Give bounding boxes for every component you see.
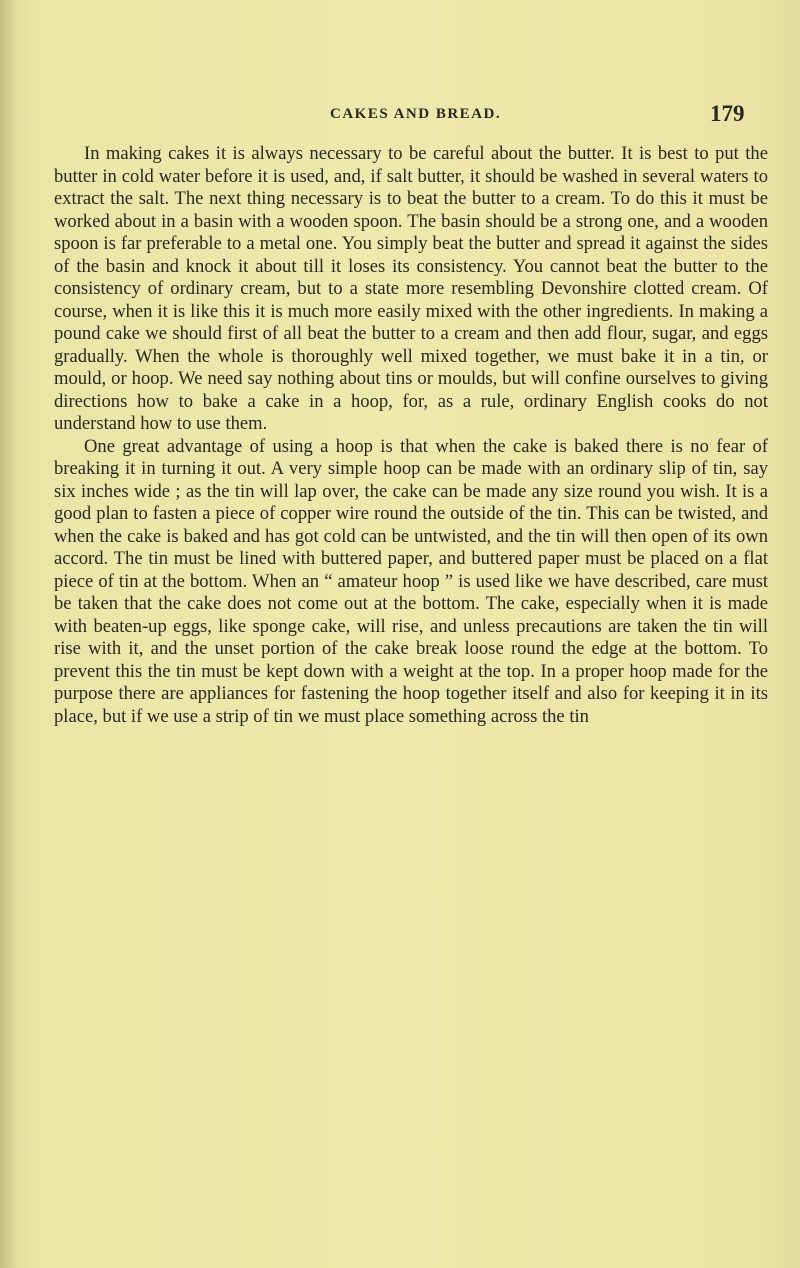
body-text (54, 143, 768, 728)
paragraph: In making cakes it is always necessary to be careful about the butter. It is best to put the butter in cold water before it is used, and, if salt butter, it should be washed in several waters to extract the salt. The next thing necessary is to beat the butter to a cream. To do this it must be worked about in a basin with a wooden spoon. The basin should be a strong one, and a wooden spoon is far preferable to a metal one. You simply beat the butter and spread it against the sides of the basin and knock it about till it loses its consistency. You cannot beat the butter to the consistency of ordinary cream, but to a state more resembling Devonshire clotted cream. Of course, when it is like this it is much more easily mixed with the other ingredients. In making a pound cake we should first of all beat the butter to a cream and then add flour, sugar, and eggs gradually. When the whole is thoroughly well mixed together, we must bake it in a tin, or mould, or hoop. We need say nothing about tins or moulds, but will confine ourselves to giving directions how to bake a cake in a hoop, for, as a rule, ordinary English cooks do not understand how to use them. (54, 143, 768, 434)
page-number: 179 (710, 101, 745, 126)
paragraph: One great advantage of using a hoop is that when the cake is baked there is no fear of breaking it in turning it out. A very simple hoop can be made with an ordinary slip of tin, say six inches wide ; as the tin will lap over, the cake can be made any size round you wish. It is a good plan to fasten a piece of copper wire round the outside of the tin. This can be twisted, and when the cake is baked and has got cold can be untwisted, and the tin will then open of its own accord. The tin must be lined with buttered paper, and buttered paper must be placed on a flat piece of tin at the bottom. When an “ amateur hoop ” is used like we have described, care must be taken that the cake does not come out at the bottom. The cake, especially when it is made with beaten-up eggs, like sponge cake, will rise, and unless precautions are taken the tin will rise with it, and the unset portion of the cake break loose round the edge at the bottom. To prevent this the tin must be kept down with a weight at the top. In a proper hoop made for the purpose there are appliances for fastening the hoop together itself and also for keeping it in its place, but if we use a strip of tin we must place something across the tin (54, 435, 768, 727)
running-head (70, 101, 770, 134)
running-title: CAKES AND BREAD. (330, 106, 502, 122)
spine-shadow (0, 0, 18, 1268)
